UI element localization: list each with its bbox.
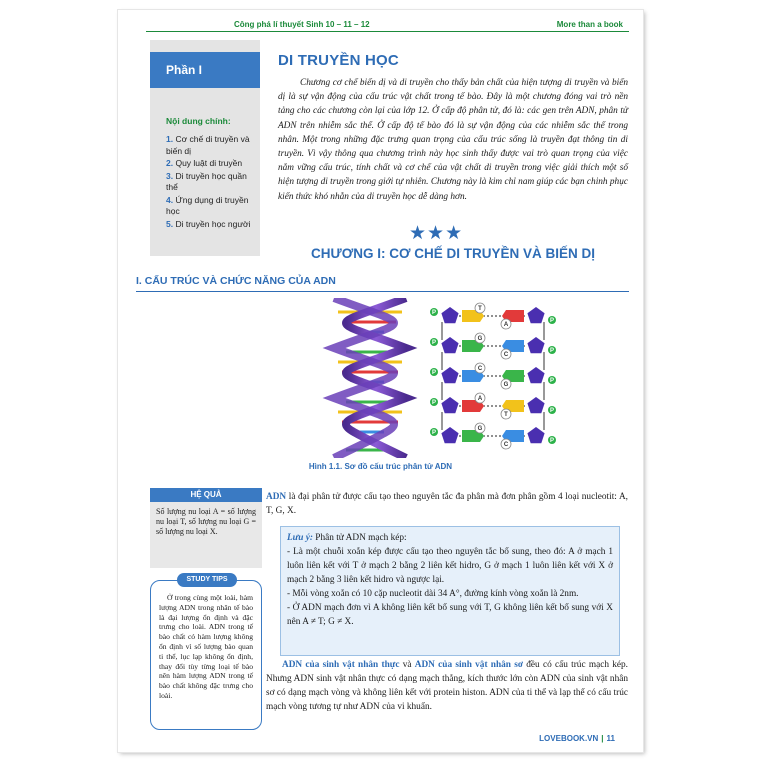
- body-paragraph-1: ADN là đại phân tử được cấu tạo theo nguyên tắc đa phân mà đơn phân gồm 4 loại nucleotit: A, T, G, X.: [266, 492, 628, 516]
- intro-paragraph: Chương cơ chế biến dị và di truyền cho thấy bản chất của hiện tượng di truyền và biến dị là sự vận động của cấu trúc vật chất trong tế bào. Đây là một chương đóng vai trò nền tảng cho các chương còn lại của lớp 12. Ở cấp độ phân tử, đó là: các gen trên ADN, phân tử ADN trên nhiễm sắc thể. Ở cấp độ tế bào đó là sự vận động của các nhiễm sắc thể trong nhân. Một trong những đặc trưng quan trọng của cấu trúc sống là truyền đạt thông tin di truyền. Vì vậy thông qua chương trình này học sinh thấy được vai trò quan trọng của việc nắm vững cấu trúc, tính chất và cơ chế của vật chất di truyền trong việc giải thích một số hiện tượng di truyền trong giới tự nhiên. Chương này là kim chỉ nam giúp các bạn chinh phục kiến thức khó nhằn của di truyền học dễ dàng hơn.: [278, 78, 628, 202]
- phosphate-left-label: P: [431, 340, 437, 346]
- sugar-left: [441, 397, 458, 413]
- header-rule: [146, 31, 629, 32]
- part-label: Phần I: [150, 52, 260, 88]
- base-left-label: C: [477, 366, 483, 372]
- he-qua-title: HỆ QUẢ: [150, 488, 262, 502]
- chapter-title: CHƯƠNG I: CƠ CHẾ DI TRUYỀN VÀ BIẾN DỊ: [311, 246, 595, 261]
- note-box: [280, 526, 620, 656]
- subsection-title: I. CẤU TRÚC VÀ CHỨC NĂNG CỦA ADN: [136, 275, 336, 287]
- dna-structure-diagram: [428, 302, 558, 458]
- figure-caption: Hình 1.1. Sơ đồ cấu trúc phân tử ADN: [308, 462, 453, 471]
- body-paragraph-2: ADN của sinh vật nhân thực và ADN của sinh vật nhân sơ đều có cấu trúc mạch kép. Nhưng ADN sinh vật nhân thực có dạng mạch thẳng, kích thước lớn còn ADN của sinh vật nhân sơ có dạng mạch vòng và không liên kết với protein histon. ADN của ti thể và lạp thể có cấu trúc mạch vòng tương tự như ADN của vi khuẩn.: [266, 660, 628, 712]
- toc-list: [166, 134, 254, 231]
- study-tips-text: Ở trong cùng một loài, hàm lượng ADN trong nhân tế bào là đại lượng ổn định và đặc trưng cho loài. ADN trong tế bào chất có hàm lượng không ổn định vì số lượng bào quan ti thể, lục lạp không ổn định, thay đổi tùy từng loại tế bào nên hàm lượng ADN trong tế bào chất không đặc trưng cho loài.: [159, 593, 253, 700]
- base-right-label: C: [503, 442, 509, 448]
- toc-item: 5. Di truyền học người: [166, 218, 251, 229]
- phosphate-left-label: P: [431, 310, 437, 316]
- base-left-label: G: [477, 336, 483, 342]
- sugar-right: [527, 307, 544, 323]
- subsection-rule: [136, 291, 629, 292]
- base-left-label: A: [477, 396, 483, 402]
- toc-item: 2. Quy luật di truyền: [166, 158, 243, 168]
- slogan: More than a book: [556, 20, 623, 29]
- part-sidebar: [150, 40, 260, 256]
- page-footer: LOVEBOOK.VN | 11: [539, 734, 615, 743]
- phosphate-right-label: P: [549, 408, 555, 414]
- base-left-label: T: [478, 306, 482, 312]
- sugar-left: [441, 367, 458, 383]
- note-heading: Lưu ý: Phân tử ADN mạch kép:: [287, 533, 407, 543]
- phosphate-left-label: P: [431, 370, 437, 376]
- phosphate-right-label: P: [549, 318, 555, 324]
- sugar-right: [527, 337, 544, 353]
- he-qua-box: [150, 488, 262, 568]
- phosphate-left-label: P: [431, 430, 437, 436]
- he-qua-text: Số lượng nu loại A = số lượng nu loại T, số lượng nu loại G = số lượng nu loại X.: [156, 507, 256, 536]
- note-item: - Ở ADN mạch đơn vì A không liên kết bổ sung với T, G không liên kết bổ sung với X nên A ≠ T; G ≠ X.: [287, 603, 613, 627]
- base-right-label: T: [504, 412, 508, 418]
- base-right-label: C: [503, 352, 509, 358]
- study-tips-box: [150, 576, 262, 730]
- sugar-right: [527, 397, 544, 413]
- note-item: - Là một chuỗi xoắn kép được cấu tạo theo nguyên tắc bổ sung, theo đó: A ở mạch 1 luôn liên kết với T ở mạch 2 bằng 2 liên kết hidro, G ở mạch 1 luôn liên kết với X ở mạch 2 bằng 3 liên kết hidro và ngược lại.: [287, 547, 613, 585]
- base-right-label: A: [503, 322, 509, 328]
- keyword-adn: ADN: [266, 492, 287, 502]
- toc-title: Nội dung chính:: [166, 116, 231, 126]
- phosphate-right-label: P: [549, 438, 555, 444]
- sugar-right: [527, 367, 544, 383]
- book-page: [118, 10, 643, 752]
- note-item: - Mỗi vòng xoắn có 10 cặp nucleotit dài 34 A°, đường kính vòng xoắn là 2nm.: [287, 589, 579, 599]
- sugar-left: [441, 427, 458, 443]
- footer-site: LOVEBOOK.VN: [539, 734, 599, 743]
- stars-ornament: ★★★: [409, 223, 464, 244]
- page-number: 11: [606, 734, 615, 743]
- sugar-right: [527, 427, 544, 443]
- base-left-label: G: [477, 426, 483, 432]
- sugar-left: [441, 337, 458, 353]
- phosphate-left-label: P: [431, 400, 437, 406]
- dna-helix-illustration: [316, 298, 424, 458]
- toc-item: 4. Ứng dụng di truyền học: [166, 194, 249, 216]
- phosphate-right-label: P: [549, 348, 555, 354]
- study-tips-title: STUDY TIPS: [177, 573, 237, 587]
- base-right-label: G: [503, 382, 509, 388]
- toc-item: 1. Cơ chế di truyền và biến dị: [166, 134, 250, 156]
- page-header: [118, 10, 643, 34]
- phosphate-right-label: P: [549, 378, 555, 384]
- sugar-left: [441, 307, 458, 323]
- toc-item: 3. Di truyền học quần thể: [166, 170, 247, 192]
- book-title: Công phá lí thuyết Sinh 10 – 11 – 12: [234, 20, 370, 29]
- section-title: DI TRUYỀN HỌC: [278, 52, 399, 69]
